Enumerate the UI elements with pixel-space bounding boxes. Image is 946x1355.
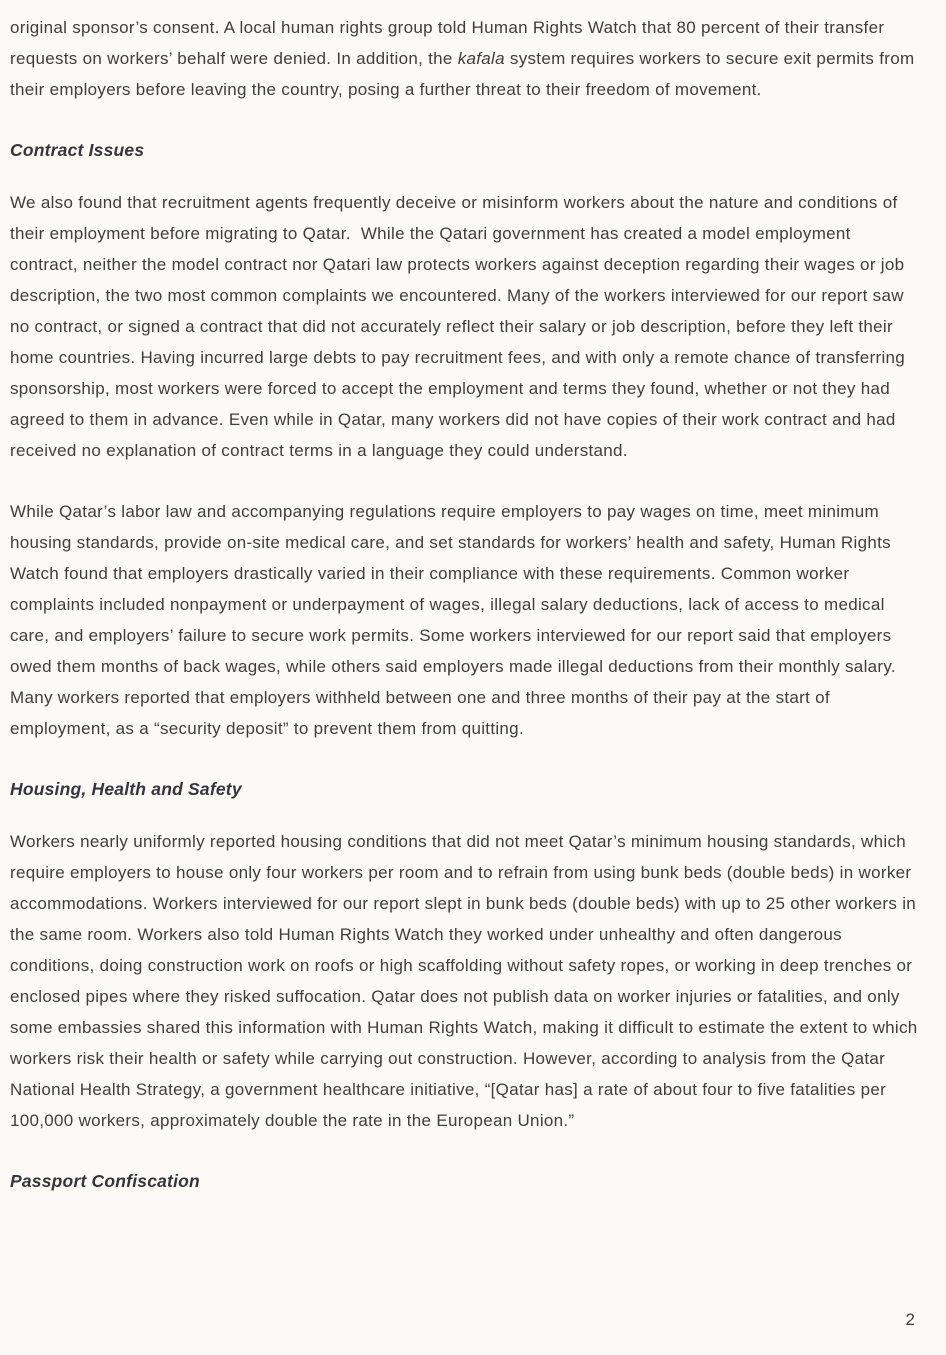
section-heading-contract-issues: Contract Issues — [10, 140, 145, 160]
paragraph-run: system requires workers to secure exit permits from their employers before leaving the country, posing a further threat to their freedom of movement. — [10, 49, 920, 99]
section-heading-housing-health-safety: Housing, Health and Safety — [10, 779, 242, 799]
paragraph-kafala-system — [10, 12, 922, 105]
paragraph-housing-conditions: Workers nearly uniformly reported housing conditions that did not meet Qatar’s minimum housing standards, which require employers to house only four workers per room and to refrain from using bunk beds (double beds) in worker accommodations. Workers interviewed for our report slept in bunk beds (double beds) with up to 25 other workers in the same room. Workers also told Human Rights Watch they worked under unhealthy and often dangerous conditions, doing construction work on roofs or high scaffolding without safety ropes, or working in deep trenches or enclosed pipes where they risked suffocation. Qatar does not publish data on worker injuries or fatalities, and only some embassies shared this information with Human Rights Watch, making it difficult to estimate the extent to which workers risk their health or safety while carrying out construction. However, according to analysis from the Qatar National Health Strategy, a government healthcare initiative, “[Qatar has] a rate of about four to five fatalities per 100,000 workers, approximately double the rate in the European Union.” — [10, 832, 923, 1130]
kafala-italic-term: kafala — [457, 49, 505, 68]
page-number: 2 — [905, 1310, 915, 1329]
section-heading-passport-confiscation: Passport Confiscation — [10, 1171, 200, 1191]
paragraph-run: original sponsor’s consent. A local human rights group told Human Rights Watch that 80 percent of their transfer requests on workers’ behalf were denied. In addition, the — [10, 18, 890, 68]
paragraph-labor-law-compliance: While Qatar’s labor law and accompanying regulations require employers to pay wages on time, meet minimum housing standards, provide on-site medical care, and set standards for workers’ health and safety, Human Rights Watch found that employers drastically varied in their compliance with these requirements. Common worker complaints included nonpayment or underpayment of wages, illegal salary deductions, lack of access to medical care, and employers’ failure to secure work permits. Some workers interviewed for our report said that employers owed them months of back wages, while others said employers made illegal deductions from their monthly salary. Many workers reported that employers withheld between one and three months of their pay at the start of employment, as a “security deposit” to prevent them from quitting. — [10, 502, 901, 738]
paragraph-contract-deception: We also found that recruitment agents frequently deceive or misinform workers about the nature and conditions of their employment before migrating to Qatar. While the Qatari government has created a model employment contract, neither the model contract nor Qatari law protects workers against deception regarding their wages or job description, the two most common complaints we encountered. Many of the workers interviewed for our report saw no contract, or signed a contract that did not accurately reflect their salary or job description, before they left their home countries. Having incurred large debts to pay recruitment fees, and with only a remote chance of transferring sponsorship, most workers were forced to accept the employment and terms they found, whether or not they had agreed to them in advance. Even while in Qatar, many workers did not have copies of their work contract and had received no explanation of contract terms in a language they could understand. — [10, 193, 911, 460]
